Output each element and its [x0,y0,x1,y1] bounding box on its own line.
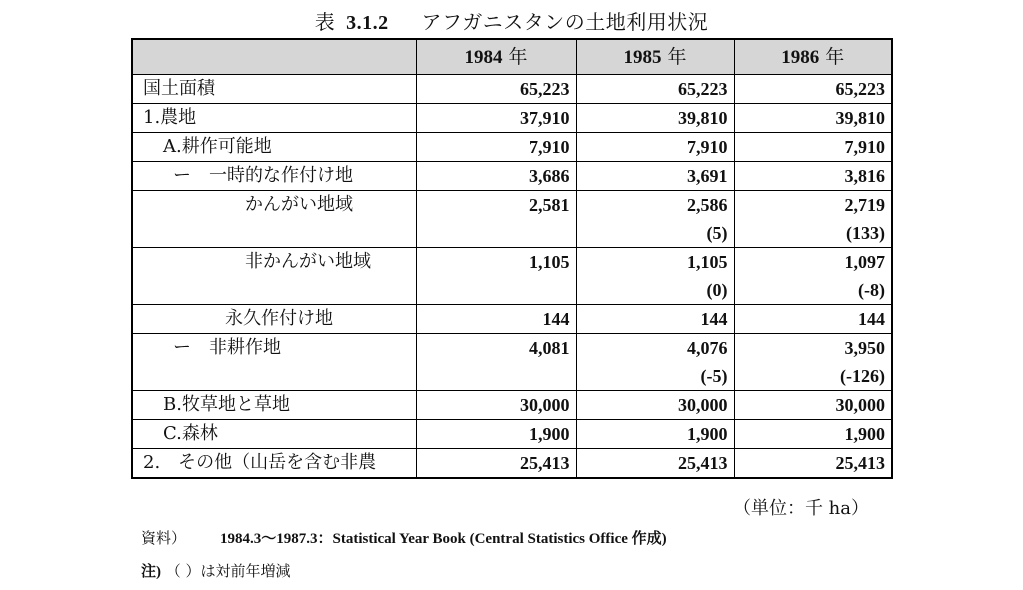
cell-value: 30,000 [576,391,734,420]
header-row [132,39,892,75]
cell-value: 2,586 (5) [576,191,734,248]
change-value: (133) [846,223,885,243]
table-title [0,6,1023,35]
source-note [141,527,667,548]
row-label: 1.農地 [132,104,416,133]
cell-value: 2,581 [416,191,576,248]
footnote-label: 注) [141,564,161,580]
cell-value: 25,413 [734,449,892,479]
row-label: かんがい地域 [132,191,416,248]
cell-value: 7,910 [576,133,734,162]
cell-value: 1,900 [576,420,734,449]
change-value: (5) [706,223,728,243]
cell-value: 7,910 [734,133,892,162]
footnote-text: （ ）は対前年増減 [165,562,291,580]
row-label: ー 一時的な作付け地 [132,162,416,191]
cell-value: 144 [416,305,576,334]
cell-value: 2,719 (133) [734,191,892,248]
table-row [132,248,892,305]
cell-value: 30,000 [416,391,576,420]
table-row [132,162,892,191]
cell-value: 3,686 [416,162,576,191]
source-label: 資料） [141,529,187,547]
row-label: A.耕作可能地 [132,133,416,162]
table-row [132,305,892,334]
cell-value: 39,810 [576,104,734,133]
cell-value: 65,223 [734,75,892,104]
title-prefix: 表 [314,10,336,34]
cell-value: 7,910 [416,133,576,162]
cell-value: 3,691 [576,162,734,191]
cell-value: 39,810 [734,104,892,133]
footnote [141,560,291,581]
cell-value: 1,097 (-8) [734,248,892,305]
row-label: B.牧草地と草地 [132,391,416,420]
cell-value: 25,413 [416,449,576,479]
cell-value: 30,000 [734,391,892,420]
table-row [132,133,892,162]
table-row [132,75,892,104]
table-row [132,334,892,391]
cell-value: 1,105 [416,248,576,305]
cell-value: 144 [576,305,734,334]
cell-value: 65,223 [416,75,576,104]
table-row [132,391,892,420]
row-label: 非かんがい地域 [132,248,416,305]
source-text: 1984.3～1987.3：Statistical Year Book (Central Statistics Office 作成) [220,531,667,547]
change-value: (0) [706,280,728,300]
cell-value: 4,076 (-5) [576,334,734,391]
table-row [132,191,892,248]
header-blank [132,39,416,75]
cell-value: 144 [734,305,892,334]
cell-value: 25,413 [576,449,734,479]
cell-value: 1,900 [416,420,576,449]
table-row [132,449,892,479]
cell-value: 65,223 [576,75,734,104]
cell-value: 3,816 [734,162,892,191]
cell-value: 1,105 (0) [576,248,734,305]
row-label: 国土面積 [132,75,416,104]
header-year-1986: 1986 年 [734,39,892,75]
title-text: アフガニスタンの土地利用状況 [421,10,709,34]
row-label: ー 非耕作地 [132,334,416,391]
change-value: (-126) [840,366,885,386]
table-row [132,420,892,449]
cell-value: 4,081 [416,334,576,391]
title-number: 3.1.2 [346,12,389,34]
land-use-table [131,38,893,479]
unit-note: （単位：千 ha） [732,498,869,519]
cell-value: 3,950 (-126) [734,334,892,391]
row-label: 2. その他（山岳を含む非農 [132,449,416,479]
cell-value: 37,910 [416,104,576,133]
header-year-1984: 1984 年 [416,39,576,75]
table-row [132,104,892,133]
change-value: (-5) [700,366,728,386]
header-year-1985: 1985 年 [576,39,734,75]
change-value: (-8) [858,280,885,300]
cell-value: 1,900 [734,420,892,449]
row-label: C.森林 [132,420,416,449]
row-label: 永久作付け地 [132,305,416,334]
